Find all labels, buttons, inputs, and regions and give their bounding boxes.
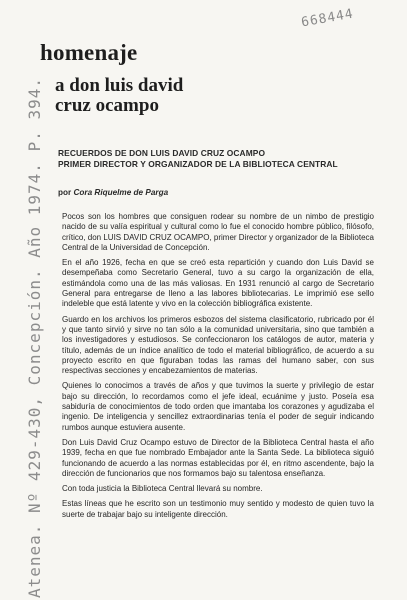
paragraph: En el año 1926, fecha en que se creó esta repartición y cuando don Luis David se desempeñaba como Secretario General, tuvo a su cargo la organización de ella, estimándola como una de las más valiosas. En 1931 renunció al cargo de Secretario General para entregarse de lleno a las labores bibliotecarias. Le imprimió ese sello indeleble que está latente y vivo en la colección bibliográfica existente. — [62, 258, 374, 309]
author-prefix: por — [58, 188, 72, 197]
article-body — [62, 212, 374, 525]
handwritten-source-note: Atenea. Nº 429-430, Concepción. Año 1974. P. 394. — [25, 76, 44, 598]
author-name: Cora Riquelme de Parga — [73, 188, 169, 197]
dedication-line-2: cruz ocampo — [55, 95, 159, 116]
handwritten-catalog-number: 668444 — [300, 6, 355, 31]
paragraph: Con toda justicia la Biblioteca Central llevará su nombre. — [62, 484, 263, 494]
author-byline — [58, 188, 168, 197]
heading-line-2: PRIMER DIRECTOR Y ORGANIZADOR DE LA BIBLIOTECA CENTRAL — [58, 159, 338, 169]
paragraph: Quienes lo conocimos a través de años y que tuvimos la suerte y privilegio de estar bajo su dirección, lo recordamos como el jefe ideal, ecuánime y justo. Poseía esa sabiduría de conocimientos de todo orden que imantaba los corazones y agudizaba el ingenio. De inteligencia y sencillez extraordinarias tenía el poder de seguir indicando rumbos aunque estuviera ausente. — [62, 381, 374, 432]
paragraph: Guardo en los archivos los primeros esbozos del sistema clasificatorio, rubricado por él y que tanto sirvió y sirve no tan sólo a la comunidad universitaria, sino que también a los investigadores y estudiosos. Se confeccionaron los catálogos de autor, materia y título, además de un índice analítico de todo el material bibliográfico, de acuerdo a su proyecto escrito en que figuraban todas las ramas del humano saber, con sus respectivas secciones y encabezamientos de materias. — [62, 314, 374, 376]
article-title: homenaje — [40, 40, 138, 65]
heading-line-1: RECUERDOS DE DON LUIS DAVID CRUZ OCAMPO — [58, 148, 266, 158]
dedication-line-1: a don luis david — [55, 75, 184, 96]
article-heading — [58, 148, 378, 170]
paragraph: Don Luis David Cruz Ocampo estuvo de Director de la Biblioteca Central hasta el año 1939, fecha en que fue nombrado Embajador ante la Santa Sede. La biblioteca siguió funcionando de acuerdo a las normas establecidas por él, en ritmo ascendente, bajo la dirección de funcionarios que nos formamos bajo su talentosa enseñanza. — [62, 437, 374, 478]
paragraph: Pocos son los hombres que consiguen rodear su nombre de un nimbo de prestigio nacido de su valía espiritual y cultural como lo fue el conocido hombre público, filósofo, crítico, don LUIS DAVID CRUZ OCAMPO, primer Director y organizador de la Biblioteca Central de la Universidad de Concepción. — [62, 212, 374, 252]
paragraph: Estas líneas que he escrito son un testimonio muy sentido y modesto de quien tuvo la suerte de trabajar bajo su inteligente dirección. — [62, 499, 374, 519]
article-dedication — [55, 76, 275, 116]
